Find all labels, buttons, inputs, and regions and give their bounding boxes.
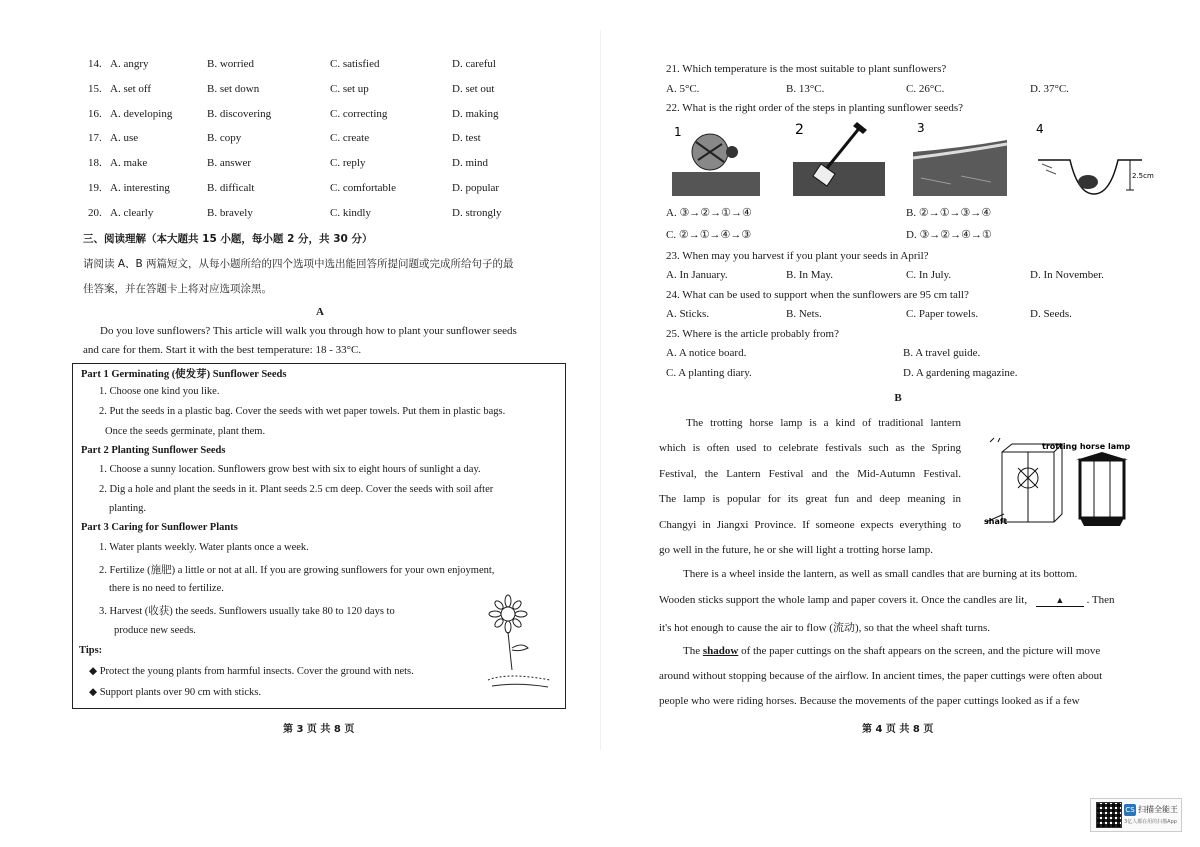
- option-d: D. strongly: [452, 206, 502, 219]
- question-number: 17.: [88, 132, 102, 145]
- b-para1-line: which is often used to celebrate festivals such as the Spring: [659, 442, 961, 455]
- q22-option-d: D. ③→②→④→①: [906, 229, 992, 241]
- option-c: C. set up: [330, 82, 369, 95]
- q24-option-a: A. Sticks.: [666, 308, 710, 320]
- b-para1-line: The lamp is popular for its great fun and deep meaning in: [659, 493, 961, 506]
- q21-option-d: D. 37°C.: [1030, 83, 1069, 95]
- q23-option-b: B. In May.: [786, 269, 833, 281]
- part3-step1: 1. Water plants weekly. Water plants once a week.: [99, 542, 309, 553]
- option-c: C. comfortable: [330, 182, 396, 194]
- scanner-logo-icon: CS: [1125, 806, 1135, 814]
- option-d: D. set out: [452, 82, 495, 95]
- step-4-picture: [1032, 120, 1154, 198]
- step-1-picture: [670, 122, 762, 200]
- depth-label: 2.5cm: [1132, 172, 1154, 180]
- answer-blank: [1036, 594, 1084, 607]
- intro-line-1: Do you love sunflowers? This article will walk you through how to plant your sunflower seeds: [100, 325, 517, 337]
- lamp-label: trotting horse lamp: [1042, 442, 1131, 451]
- instruction-line-2: 佳答案，并在答题卡上将对应选项涂黑。: [83, 283, 272, 295]
- diamond-bullet-icon: ◆: [89, 666, 98, 677]
- part3-step3a: 3. Harvest (收获) the seeds. Sunflowers usually take 80 to 120 days to: [99, 606, 395, 617]
- triangle-marker-icon: ▲: [1055, 595, 1065, 605]
- b-para2-line2: [659, 594, 1115, 607]
- right-page: [600, 0, 1200, 847]
- b-para3-line3: people who were riding horses. Because the movements of the paper cuttings looked as if a few: [659, 695, 1080, 707]
- sunflower-illustration: [478, 592, 558, 697]
- option-a: A. angry: [110, 58, 149, 70]
- q21-option-a: A. 5°C.: [666, 83, 700, 95]
- option-b: B. answer: [207, 157, 251, 170]
- question-number: 20.: [88, 206, 102, 219]
- b-para2-line1: There is a wheel inside the lantern, as well as small candles that are burning at its bottom.: [683, 568, 1078, 580]
- tip-1: [89, 665, 414, 677]
- question-number: 18.: [88, 157, 102, 170]
- q25-option-c: C. A planting diary.: [666, 367, 752, 379]
- q25-option-d: D. A gardening magazine.: [903, 367, 1018, 379]
- step-3-picture: [911, 118, 1009, 198]
- option-b: B. copy: [207, 132, 242, 145]
- b-para1-line: Changyi in Jiangxi Province. If someone expects everything to: [659, 518, 961, 531]
- planting-guide-box: [72, 363, 566, 709]
- tip-1-text: Protect the young plants from harmful insects. Cover the ground with nets.: [99, 666, 414, 677]
- section-heading: 三、阅读理解（本大题共 15 小题，每小题 2 分，共 30 分）: [83, 233, 373, 245]
- q24-option-b: B. Nets.: [786, 308, 822, 320]
- part3-step2b: there is no need to fertilize.: [109, 583, 224, 594]
- option-d: D. careful: [452, 58, 496, 70]
- option-a: A. use: [110, 132, 139, 145]
- option-b: B. bravely: [207, 206, 253, 219]
- tip-2-text: Support plants over 90 cm with sticks.: [99, 687, 261, 698]
- q21-option-b: B. 13°C.: [786, 83, 825, 95]
- watermark-subtitle: 3亿人都在用的扫描App: [1124, 819, 1177, 825]
- step-1-label: 1: [674, 125, 682, 139]
- question-24: 24. What can be used to support when the sunflowers are 95 cm tall?: [666, 289, 969, 301]
- option-b: B. discovering: [207, 107, 272, 120]
- b-para1-line: The trotting horse lamp is a kind of traditional lantern: [686, 417, 961, 429]
- page-number-left: 第 3 页 共 8 页: [283, 724, 355, 735]
- step-2-label: 2: [795, 122, 804, 138]
- b-para2-line3: it's hot enough to cause the air to flow (流动), so that the wheel shaft turns.: [659, 622, 990, 634]
- b-para2-line2-text: Wooden sticks support the whole lamp and paper covers it. Once the candles are lit,: [659, 594, 1028, 606]
- option-c: C. reply: [330, 157, 366, 170]
- part2-step2b: planting.: [109, 503, 147, 514]
- option-a: A. developing: [110, 107, 173, 120]
- question-21: 21. Which temperature is the most suitable to plant sunflowers?: [666, 63, 947, 75]
- q23-option-c: C. In July.: [906, 269, 952, 281]
- part3-title: Part 3 Caring for Sunflower Plants: [81, 522, 238, 533]
- passage-b-label: B: [894, 392, 902, 404]
- option-d: D. mind: [452, 157, 489, 170]
- step-4-label: 4: [1036, 122, 1044, 136]
- page-number-right: 第 4 页 共 8 页: [862, 724, 934, 735]
- watermark-title: 扫描全能王: [1138, 805, 1178, 814]
- q21-option-c: C. 26°C.: [906, 83, 945, 95]
- passage-a-label: A: [316, 306, 324, 318]
- q22-option-a: A. ③→②→①→④: [666, 207, 752, 219]
- option-b: B. worried: [207, 58, 255, 70]
- part3-step2a: 2. Fertilize (施肥) a little or not at all. If you are growing sunflowers for your own enjoyment,: [99, 565, 495, 576]
- option-a: A. set off: [110, 82, 152, 95]
- b-para3-prefix: The: [683, 645, 703, 657]
- tips-title: Tips:: [79, 645, 103, 656]
- option-c: C. kindly: [330, 206, 371, 219]
- part1-step2a: 2. Put the seeds in a plastic bag. Cover the seeds with wet paper towels. Put them in plastic bags.: [99, 406, 506, 417]
- q22-option-b: B. ②→①→③→④: [906, 207, 992, 219]
- b-para1-line: go well in the future, he or she will light a trotting horse lamp.: [659, 544, 934, 556]
- question-23: 23. When may you harvest if you plant your seeds in April?: [666, 250, 929, 262]
- b-para3-line2: around without stopping because of the airflow. In ancient times, the paper cuttings were often about: [659, 670, 1103, 682]
- q25-option-a: A. A notice board.: [666, 347, 747, 359]
- option-d: D. popular: [452, 182, 500, 194]
- intro-line-2: and care for them. Start it with the best temperature: 18 - 33°C.: [83, 344, 362, 356]
- part2-step1: 1. Choose a sunny location. Sunflowers grow best with six to eight hours of sunlight a day.: [99, 464, 481, 475]
- question-number: 15.: [88, 82, 102, 95]
- part2-title: Part 2 Planting Sunflower Seeds: [81, 445, 226, 456]
- part1-step2b: Once the seeds germinate, plant them.: [105, 426, 266, 437]
- q22-option-c: C. ②→①→④→③: [666, 229, 752, 241]
- option-d: D. test: [452, 132, 481, 145]
- step-3-label: 3: [917, 121, 925, 135]
- option-a: A. clearly: [110, 206, 154, 219]
- tip-2: [89, 686, 261, 698]
- b-para3-suffix: of the paper cuttings on the shaft appears on the screen, and the picture will move: [738, 645, 1101, 657]
- question-25: 25. Where is the article probably from?: [666, 328, 839, 340]
- option-a: A. make: [110, 157, 148, 170]
- option-c: C. satisfied: [330, 58, 380, 70]
- qr-code-icon: [1096, 802, 1122, 828]
- diamond-bullet-icon: ◆: [89, 687, 98, 698]
- instruction-line-1: 请阅读 A、B 两篇短文，从每小题所给的四个选项中选出能回答所提问题或完成所给句子的最: [83, 258, 514, 270]
- option-d: D. making: [452, 107, 499, 120]
- option-c: C. correcting: [330, 107, 388, 120]
- q25-option-b: B. A travel guide.: [903, 347, 981, 359]
- question-22: 22. What is the right order of the steps in planting sunflower seeds?: [666, 102, 964, 114]
- question-number: 16.: [88, 107, 102, 120]
- question-number: 19.: [88, 182, 102, 194]
- q23-option-d: D. In November.: [1030, 269, 1104, 281]
- underlined-shadow: shadow: [702, 645, 739, 657]
- option-a: A. interesting: [110, 182, 170, 194]
- shaft-label: shaft: [984, 517, 1008, 526]
- q23-option-a: A. In January.: [666, 269, 728, 281]
- part1-step1: 1. Choose one kind you like.: [99, 386, 220, 397]
- part3-step3b: produce new seeds.: [114, 625, 196, 636]
- lamp-illustration: [984, 438, 1154, 530]
- part2-step2a: 2. Dig a hole and plant the seeds in it. Plant seeds 2.5 cm deep. Cover the seeds with soil after: [99, 484, 494, 495]
- b-para3-line1: [683, 645, 1100, 657]
- step-2-picture: [791, 118, 887, 198]
- b-para1-line: Festival, the Lantern Festival and the Mid-Autumn Festival.: [659, 467, 961, 480]
- option-b: B. difficalt: [207, 182, 255, 194]
- part1-title: Part 1 Germinating (使发芽) Sunflower Seeds: [81, 369, 287, 380]
- q24-option-c: C. Paper towels.: [906, 308, 979, 320]
- option-c: C. create: [330, 132, 370, 145]
- q24-option-d: D. Seeds.: [1030, 308, 1072, 320]
- b-para2-line2-end: . Then: [1086, 594, 1115, 606]
- option-b: B. set down: [207, 82, 260, 95]
- question-number: 14.: [88, 58, 102, 70]
